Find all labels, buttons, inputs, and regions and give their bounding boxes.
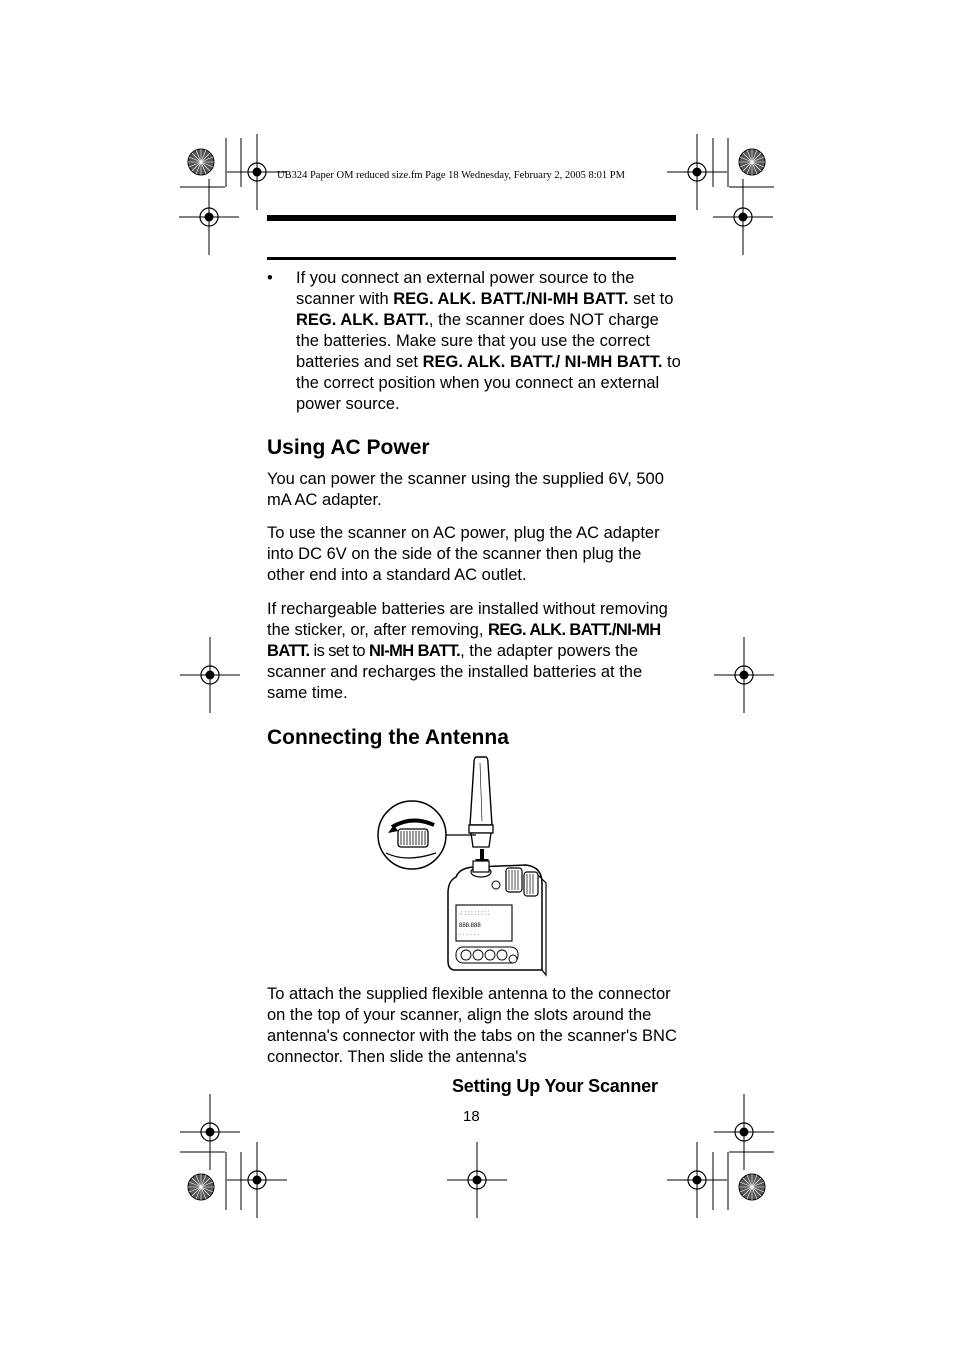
svg-text:· · · · · ·: · · · · · · <box>459 932 480 938</box>
svg-text:888.888: 888.888 <box>459 923 481 929</box>
ac-p3-text-1: If rechargeable batteries are installed without removing the sticker, or, after removing, <box>267 600 668 639</box>
antenna-illustration <box>376 755 552 980</box>
bullet-bold-1: REG. ALK. BATT./NI-MH BATT. <box>393 290 629 308</box>
ac-paragraph-2: To use the scanner on AC power, plug the AC adapter into DC 6V on the side of the scanner then plug the other end into a standard AC outlet. <box>267 524 660 584</box>
svg-text:·: : : : : : : : :: ·: : : : : : : : : <box>459 911 490 917</box>
heading-connecting-antenna: Connecting the Antenna <box>267 726 509 749</box>
antenna-paragraph: To attach the supplied flexible antenna to the connector on the top of your scanner, align the slots around the antenna's connector with the tabs on the scanner's BNC connector. Then slide the antenna's <box>267 985 677 1066</box>
bullet-bold-2: REG. ALK. BATT. <box>296 311 429 329</box>
ac-paragraph-3 <box>267 599 682 704</box>
ac-p3-text-2: is set to <box>309 642 369 660</box>
ac-p3-text-3: , the adapter powers the scanner and recharges the installed batteries at the same time. <box>267 642 643 702</box>
bullet-bold-3: REG. ALK. BATT./ NI-MH BATT. <box>422 353 663 371</box>
ac-p3-bold-1: REG. ALK. BATT./NI-MH BATT. <box>267 621 661 660</box>
page-number: 18 <box>463 1108 480 1125</box>
bullet-mark: • <box>267 269 273 287</box>
header-rule-thin <box>267 257 676 260</box>
ac-p3-bold-2: NI-MH BATT. <box>368 642 461 660</box>
bullet-text-1: If you connect an external power source to the scanner with <box>296 269 635 308</box>
file-info-header: UB324 Paper OM reduced size.fm Page 18 Wednesday, February 2, 2005 8:01 PM <box>277 170 625 181</box>
footer-section-title: Setting Up Your Scanner <box>452 1076 658 1096</box>
bullet-text-4: to the correct position when you connect an external power source. <box>296 353 681 413</box>
ac-paragraph-1: You can power the scanner using the supplied 6V, 500 mA AC adapter. <box>267 470 664 509</box>
bullet-text-2: set to <box>628 290 674 308</box>
heading-using-ac-power: Using AC Power <box>267 436 430 459</box>
bullet-paragraph <box>296 268 686 415</box>
header-rule-thick <box>267 215 676 221</box>
bullet-text-3: , the scanner does NOT charge the batteries. Make sure that you use the correct batteries and set <box>296 311 659 371</box>
